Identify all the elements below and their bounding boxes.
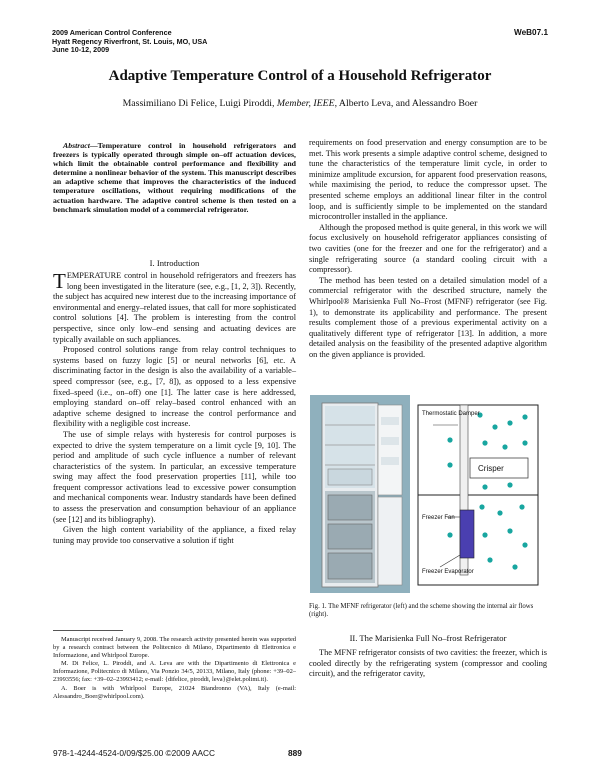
figure-caption: Fig. 1. The MFNF refrigerator (left) and the scheme showing the internal air flows (right).: [309, 603, 534, 619]
label-evaporator: Freezer Evaporator: [422, 569, 474, 575]
intro-paragraph-4: Given the high content variability of the appliance, a fixed relay tuning may provide too conservative a solution if tight: [53, 525, 296, 545]
authors-member: Member, IEEE: [276, 98, 335, 109]
conference-name: 2009 American Control Conference: [52, 28, 172, 37]
left-column: [53, 271, 296, 546]
section-2-paragraph-1: The MFNF refrigerator consists of two cavities: the freezer, which is cooled directly by the refrigerating system (compressor and cooling circuit), and the refrigerator cavity,: [309, 648, 547, 679]
drop-cap: T: [53, 269, 66, 293]
label-freezer-fan: Freezer Fan: [422, 515, 455, 521]
refrigerator-photo: [310, 395, 410, 593]
intro-paragraph-1: TEMPERATURE control in household refrigerators and freezers has long been investigated in the literature (see, e.g., [1, 2, 3]). Recently, the subject has acquired new interest due to the increasing importance of environmental and energy–related issues, that call for more sophisticated control solutions [4]. The problem is interesting from the control perspective, since only low–end sensing and actuating devices are typically available on such appliances.: [53, 269, 296, 344]
paper-title: Adaptive Temperature Control of a Household Refrigerator: [108, 68, 492, 84]
section-2-heading: II. The Marisienka Full No–frost Refrigerator: [349, 633, 507, 643]
abstract-lead: Abstract: [63, 141, 90, 150]
conference-venue: Hyatt Regency Riverfront, St. Louis, MO, USA: [52, 36, 208, 46]
page-number: 889: [288, 748, 302, 758]
label-damper: Thermostatic Damper: [422, 411, 480, 417]
conference-header: [52, 29, 207, 55]
airflow-scheme: [418, 405, 538, 585]
abstract-text: —Temperature control in household refrigerators and freezers is typically operated through simple on–off actuation devices, which limit the obtainable control performance and flexibility and determine a nonlinear behavior of the system. This manuscript describes an adaptive scheme that improves the characteristics of the induced temperature oscillations, without requiring modifications of the actuation hardware. The adaptive control scheme is then tested on a benchmark simulation model of a commercial refrigerator.: [53, 141, 296, 214]
section-1-heading: I. Introduction: [149, 258, 200, 268]
footnotes: [53, 636, 296, 701]
footnote-rule: [53, 630, 123, 631]
abstract: [53, 141, 296, 214]
label-crisper: Crisper: [478, 464, 504, 473]
footnote-3: A. Boer is with Whirlpool Europe, 21024 Biandronno (VA), Italy (e-mail: Alessandro_Boer@whirlpool.com).: [53, 684, 296, 700]
right-paragraph-3: The method has been tested on a detailed simulation model of a commercial refrigerator with the described structure, namely the Whirlpool® Marisienka Full No–Frost (MFNF) refrigerator (see Fig. 1), to demonstrate its applicability and performance. The present results complement those of a previous experimental activity on a qualitatively different type of refrigerator [13]. In addition, a more detailed analysis on the feasibility of the presented adaptive algorithm on the given appliance is provided.: [309, 275, 547, 359]
intro-paragraph-2: Proposed control solutions range from relay control techniques to systems based on fuzzy logic [5] or neural networks [6], etc. A discriminating factor in the design is also the availability of a variable–speed compressor (see, e.g., [7, 8]), as opposed to a less expensive fixed–speed (i.e., on–off) one [1]. The latter case is here addressed, employing standard on–off relay–based control enhanced with an adaptive scheme designed to increase the control performance and flexibility with a negligible cost increase.: [53, 345, 296, 429]
author-line: [0, 98, 600, 109]
right-paragraph-2: Although the proposed method is quite general, in this work we will focus exclusively on household refrigerator appliances consisting of two cavities (one for the freezer and one for the refrigerator) and a single refrigerating source (a standard cooling circuit with a compressor).: [309, 222, 547, 275]
isbn-line: 978-1-4244-4524-0/09/$25.00 ©2009 AACC: [53, 748, 216, 758]
intro-paragraph-3: The use of simple relays with hysteresis for control purposes is expected to drive the system temperature on a limit cycle [9, 10]. The period and amplitude of such cycle influence a number of relevant characteristics of the system. In particular, an excessive temperature swing may affect the food preservation properties [11], while too frequent compressor activations lead to excessive power consumption and mechanical components wear. Industry standards have been defined to assess the preservation and consumption behaviour of an appliance (see [12] and its bibliography).: [53, 429, 296, 524]
authors-part1: Massimiliano Di Felice, Luigi Piroddi,: [122, 98, 277, 109]
authors-part2: , Alberto Leva, and Alessandro Boer: [334, 98, 478, 109]
figure-1: [310, 395, 546, 593]
conference-dates: June 10-12, 2009: [52, 45, 110, 55]
footnote-1: Manuscript received January 9, 2008. The research activity presented herein was supported by a research contract between the Politecnico di Milano, Dipartimento di Elettronica e Informazione, and Whirlpool Europe.: [53, 636, 296, 660]
right-paragraph-1: requirements on food preservation and energy consumption are to be met. This work presents a simple adaptive control scheme, designed to tune the characteristics of the temperature limit cycle, in order to minimize amplitude excursion, for apparent food preservation reasons, while maximising the period, to reduce the compressor upset. The presented scheme employs an additional linear filter in the control loop, and is sufficiently simple to be implemented on the standard microcontroller installed in the appliance.: [309, 138, 547, 222]
footnote-2: M. Di Felice, L. Piroddi, and A. Leva are with the Dipartimento di Elettronica e Informazione, Politecnico di Milano, Via Ponzio 34/5, 20133, Milano, Italy (phone: +39–02–23993556; fax: +39–02–23993412; e-mail: {difelice, piroddi, leva}@elet.polimi.it).: [53, 660, 296, 684]
section-2-body: [309, 648, 547, 680]
session-code: WeB07.1: [514, 28, 548, 37]
right-column: [309, 138, 547, 360]
